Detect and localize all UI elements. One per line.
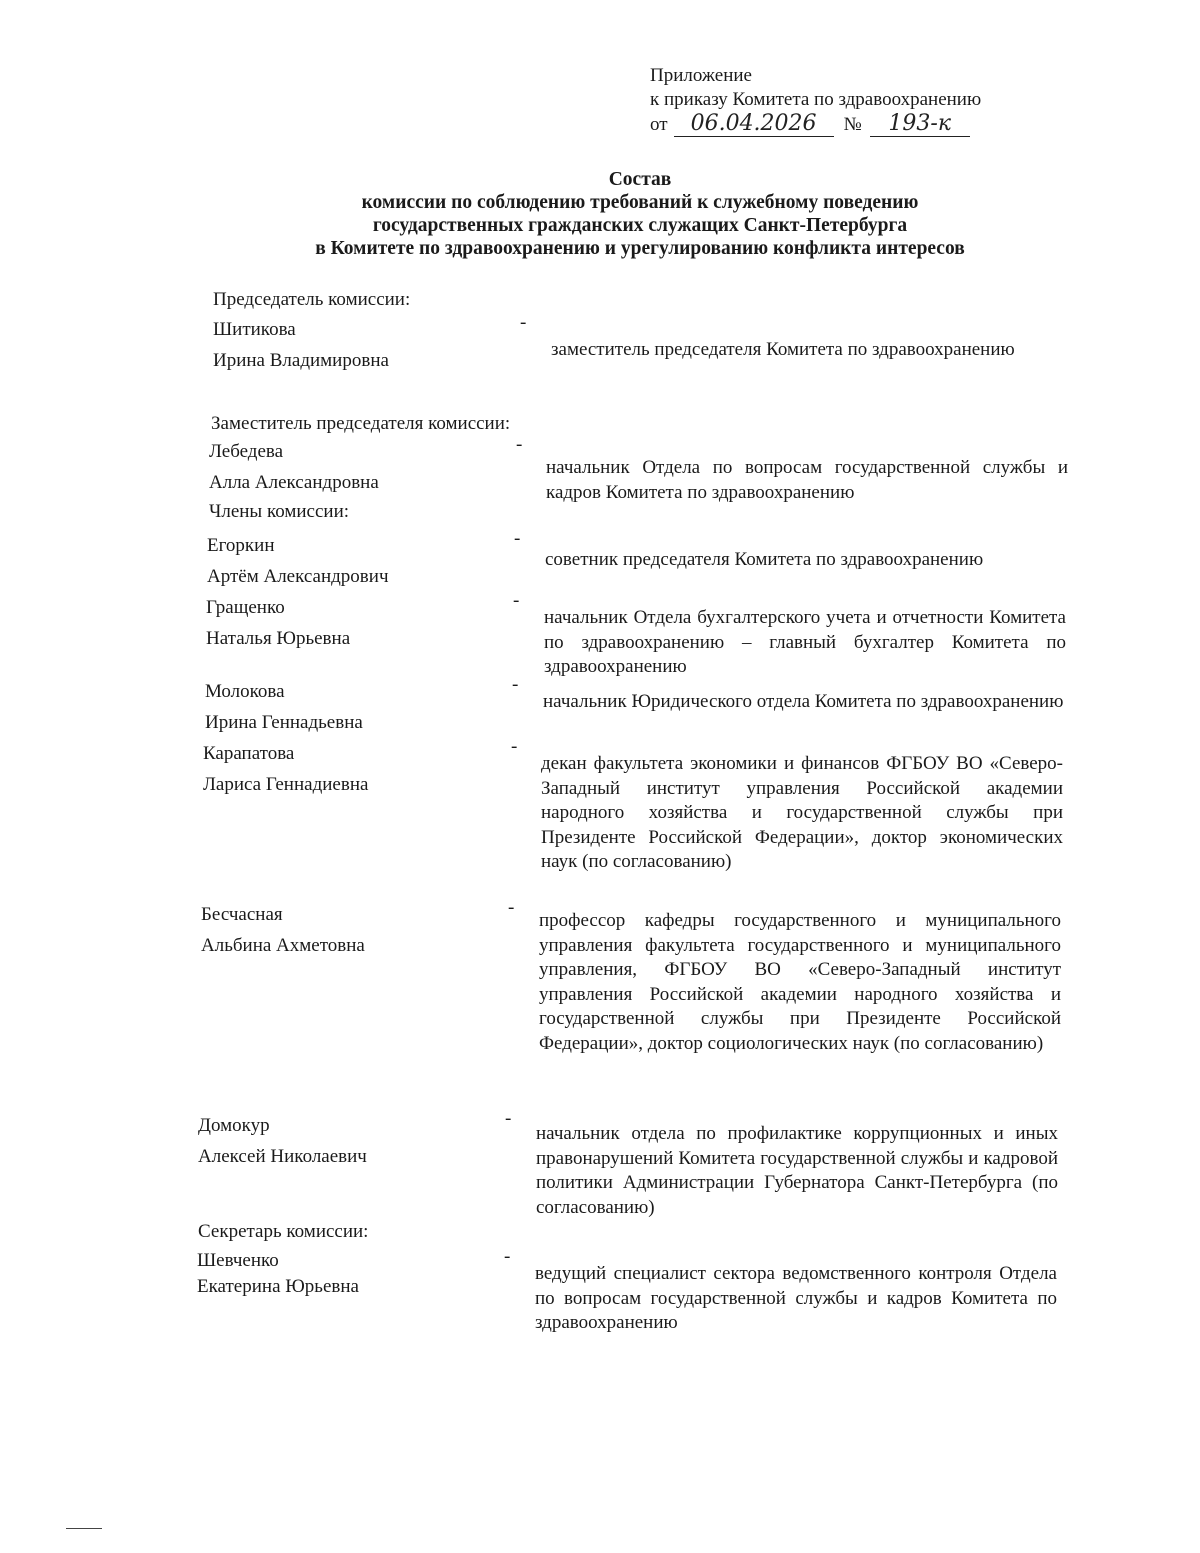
handwritten-number: 193-к: [870, 112, 970, 137]
member-first-name: Екатерина Юрьевна: [197, 1276, 359, 1297]
member-position: профессор кафедры государственного и муниципального управления факультета государственного и муниципального управления, ФГБОУ ВО «Северо-Западный институт управления Российской академии народного хозяйства и государственной службы при Президенте Российской Федерации», доктор социологических наук (по согласованию): [539, 910, 1061, 1054]
member-position: начальник отдела по профилактике коррупционных и иных правонарушений Комитета государственной службы и кадровой политики Администрации Губернатора Санкт-Петербурга (по согласованию): [536, 1123, 1058, 1218]
handwritten-date: 06.04.2026: [674, 112, 834, 137]
member-first-name: Наталья Юрьевна: [206, 628, 351, 649]
document-title: [240, 168, 1040, 260]
footer-divider: [66, 1528, 102, 1529]
member-surname: Домокур: [198, 1115, 270, 1136]
title-line-3: государственных гражданских служащих Санкт-Петербурга: [372, 215, 908, 236]
member-name: [207, 530, 527, 592]
separator-dash: -: [512, 674, 519, 695]
member-name: [201, 899, 521, 961]
member-position: начальник Отдела бухгалтерского учета и отчетности Комитета по здравоохранению – главный бухгалтер Комитета по здравоохранению: [544, 607, 1066, 677]
member-name: [203, 738, 523, 800]
role-chairman: Председатель комиссии:: [213, 289, 411, 310]
member-name: [209, 436, 529, 498]
member-position: декан факультета экономики и финансов ФГБОУ ВО «Северо-Западный институт управления Российской академии народного хозяйства и государственной службы при Президенте Российской Федерации», доктор экономических наук (по согласованию): [541, 753, 1063, 872]
role-deputy: Заместитель председателя комиссии:: [211, 413, 511, 434]
separator-dash: -: [514, 528, 521, 549]
member-first-name: Артём Александрович: [207, 566, 389, 587]
appendix-label: Приложение: [650, 65, 752, 86]
member-first-name: Алексей Николаевич: [198, 1146, 367, 1167]
title-line-1: Состав: [608, 169, 672, 190]
member-position: начальник Отдела по вопросам государственной службы и кадров Комитета по здравоохранению: [546, 457, 1068, 503]
member-first-name: Ирина Геннадьевна: [205, 712, 363, 733]
role-members: Члены комиссии:: [209, 501, 350, 522]
member-name: [197, 1248, 517, 1300]
appendix-header: [650, 64, 981, 137]
member-surname: Шитикова: [213, 319, 296, 340]
separator-dash: -: [505, 1108, 512, 1129]
role-secretary: Секретарь комиссии:: [198, 1221, 369, 1242]
separator-dash: -: [516, 434, 523, 455]
member-position: ведущий специалист сектора ведомственного контроля Отдела по вопросам государственной службы и кадров Комитета по здравоохранению: [535, 1263, 1057, 1333]
member-surname: Молокова: [205, 681, 285, 702]
member-first-name: Алла Александровна: [209, 472, 379, 493]
member-position: начальник Юридического отдела Комитета по здравоохранению: [543, 691, 1064, 712]
appendix-date-line: [650, 112, 981, 137]
date-prefix: от: [650, 114, 668, 135]
member-position: советник председателя Комитета по здравоохранению: [545, 549, 984, 570]
separator-dash: -: [513, 590, 520, 611]
member-surname: Карапатова: [203, 743, 295, 764]
number-sign: №: [843, 114, 862, 135]
member-name: [206, 592, 526, 654]
separator-dash: -: [520, 312, 527, 333]
member-first-name: Ирина Владимировна: [213, 350, 389, 371]
member-surname: Бесчасная: [201, 904, 283, 925]
title-line-2: комиссии по соблюдению требований к служебному поведению: [361, 192, 919, 213]
member-name: [205, 676, 525, 738]
title-line-4: в Комитете по здравоохранению и урегулированию конфликта интересов: [315, 238, 965, 259]
separator-dash: -: [504, 1246, 511, 1267]
separator-dash: -: [508, 897, 515, 918]
member-name: [213, 314, 533, 376]
appendix-order-reference: к приказу Комитета по здравоохранению: [650, 89, 982, 110]
member-first-name: Альбина Ахметовна: [201, 935, 365, 956]
separator-dash: -: [511, 736, 518, 757]
member-surname: Егоркин: [207, 535, 275, 556]
member-surname: Гращенко: [206, 597, 285, 618]
member-surname: Лебедева: [209, 441, 284, 462]
member-first-name: Лариса Геннадиевна: [203, 774, 369, 795]
member-name: [198, 1110, 518, 1172]
member-surname: Шевченко: [197, 1250, 279, 1271]
member-position: заместитель председателя Комитета по здравоохранению: [551, 339, 1015, 360]
